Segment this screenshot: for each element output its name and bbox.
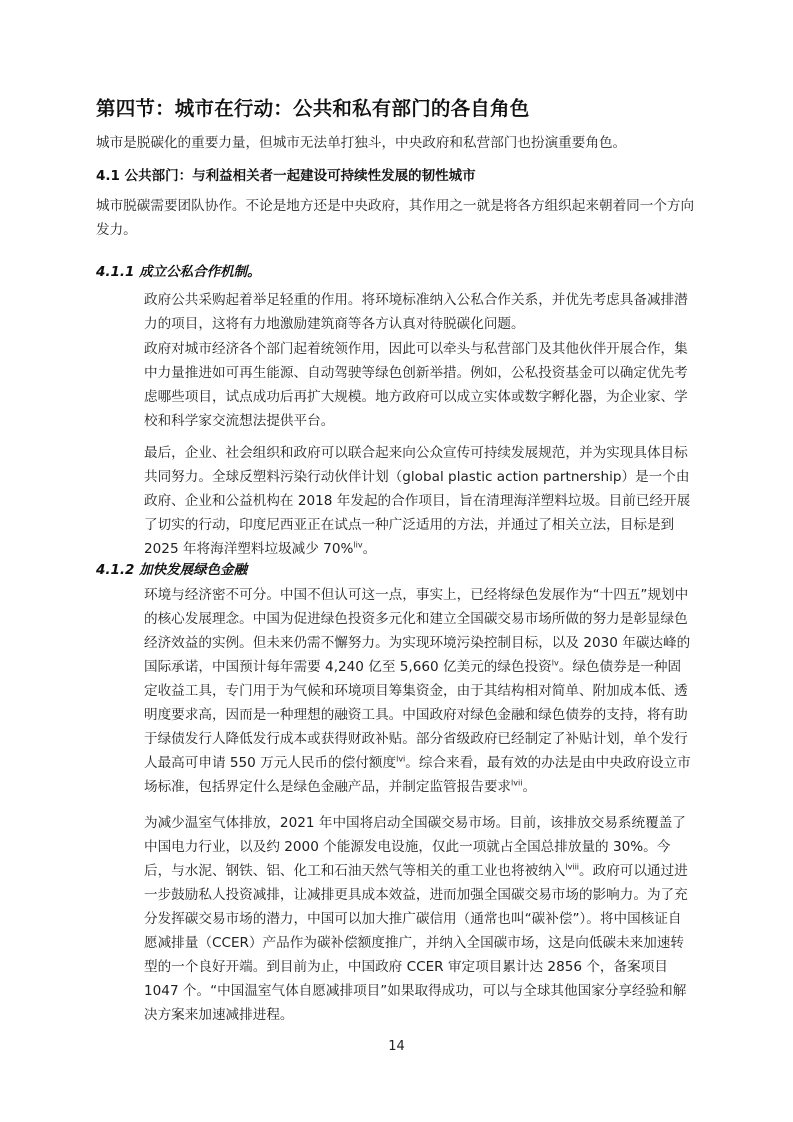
paragraph-4-1: 城市脱碳需要团队协作。不论是地方还是中央政府，其作用之一就是将各方组织起来朝着同一个方向发力。 (96, 198, 695, 238)
paragraph-4-1-2-a (144, 583, 692, 799)
paragraph-text: 环境与经济密不可分。中国不但认可这一点，事实上，已经将绿色发展作为“十四五”规划中的核心发展理念。中国为促进绿色投资多元化和建立全国碳交易市场所做的努力是彰显绿色经济效益的实例。但未来仍需不懈努力。为实现环境污染控制目标，以及 2030 年碳达峰的国际承诺，中国预计每年需要 4,240 亿至 5,660 亿美元的绿色投资 (144, 587, 691, 675)
page-number: 14 (388, 1039, 405, 1054)
section-title: 第四节：城市在行动：公共和私有部门的各自角色 (96, 97, 530, 120)
paragraph-text: 。政府可以通过进一步鼓励私人投资减排，让减排更具成本效益，进而加强全国碳交易市场的影响力。为了充分发挥碳交易市场的潜力，中国可以加大推广碳信用（通常也叫“碳补偿”）。将中国核证自愿减排量（CCER）产品作为碳补偿额度推广，并纳入全国碳市场，这是向低碳未来加速转型的一个良好开端。到目前为止，中国政府 CCER 审定项目累计达 2856 个，备案项目 1047 个。“中国温室气体自愿减排项目”如果取得成功，可以与全球其他国家分享经验和解决方案来加速减排进程。 (144, 863, 688, 1023)
section-intro: 城市是脱碳化的重要力量，但城市无法单打独斗，中央政府和私营部门也扮演重要角色。 (96, 135, 627, 151)
endnote-marker: lvii (511, 778, 523, 788)
heading-4-1: 4.1 公共部门：与利益相关者一起建设可持续性发展的韧性城市 (96, 168, 476, 184)
heading-4-1-2: 4.1.2 加快发展绿色金融 (96, 562, 248, 578)
paragraph-text: 。 (522, 779, 537, 795)
paragraph-text: 。绿色债券是一种固定收益工具，专门用于为气候和环境项目筹集资金，由于其结构相对简单、附加成本低、透明度要求高，因而是一种理想的融资工具。中国政府对绿色金融和绿色债券的支持，将有助于绿债发行人降低发行成本或获得财政补贴。部分省级政府已经制定了补贴计划，单个发行人最高可申请 550 万元人民币的偿付额度 (144, 659, 688, 771)
endnote-marker: lv (551, 658, 559, 668)
endnote-marker: lviii (565, 862, 580, 872)
heading-4-1-1: 4.1.1 成立公私合作机制。 (96, 264, 261, 280)
paragraph-text: 为减少温室气体排放，2021 年中国将启动全国碳交易市场。目前，该排放交易系统覆盖了中国电力行业，以及约 2000 个能源发电设施，仅此一项就占全国总排放量的 30%。今后，与水泥、钢铁、铝、化工和石油天然气等相关的重工业也将被纳入 (144, 815, 686, 879)
paragraph-text: 。综合来看，最有效的办法是由中央政府设立市场标准，包括界定什么是绿色金融产品，并制定监管报告要求 (144, 755, 691, 795)
paragraph-4-1-1-b: 政府对城市经济各个部门起着统领作用，因此可以牵头与私营部门及其他伙伴开展合作，集中力量推进如可再生能源、自动驾驶等绿色创新举措。例如，公私投资基金可以确定优先考虑哪些项目，试点成功后再扩大规模。地方政府可以成立实体或数字孵化器，为企业家、学校和科学家交流想法提供平台。 (144, 341, 688, 429)
paragraph-4-1-1-a: 政府公共采购起着举足轻重的作用。将环境标准纳入公私合作关系，并优先考虑具备减排潜力的项目，这将有力地激励建筑商等各方认真对待脱碳化问题。 (144, 292, 688, 332)
paragraph-4-1-2-b (144, 811, 692, 1027)
paragraph-4-1-1-c (144, 441, 692, 561)
endnote-marker: liv (353, 540, 363, 550)
endnote-marker: lvi (396, 754, 406, 764)
paragraph-text: 。 (362, 541, 377, 557)
paragraph-text: 最后，企业、社会组织和政府可以联合起来向公众宣传可持续发展规范，并为实现具体目标共同努力。全球反塑料污染行动伙伴计划（global plastic action partnership）是一个由政府、企业和公益机构在 2018 年发起的合作项目，旨在清理海洋塑料垃圾。目前已经开展了切实的行动，印度尼西亚正在试点一种广泛适用的方法，并通过了相关立法，目标是到 2025 年将海洋塑料垃圾减少 70% (144, 445, 691, 557)
